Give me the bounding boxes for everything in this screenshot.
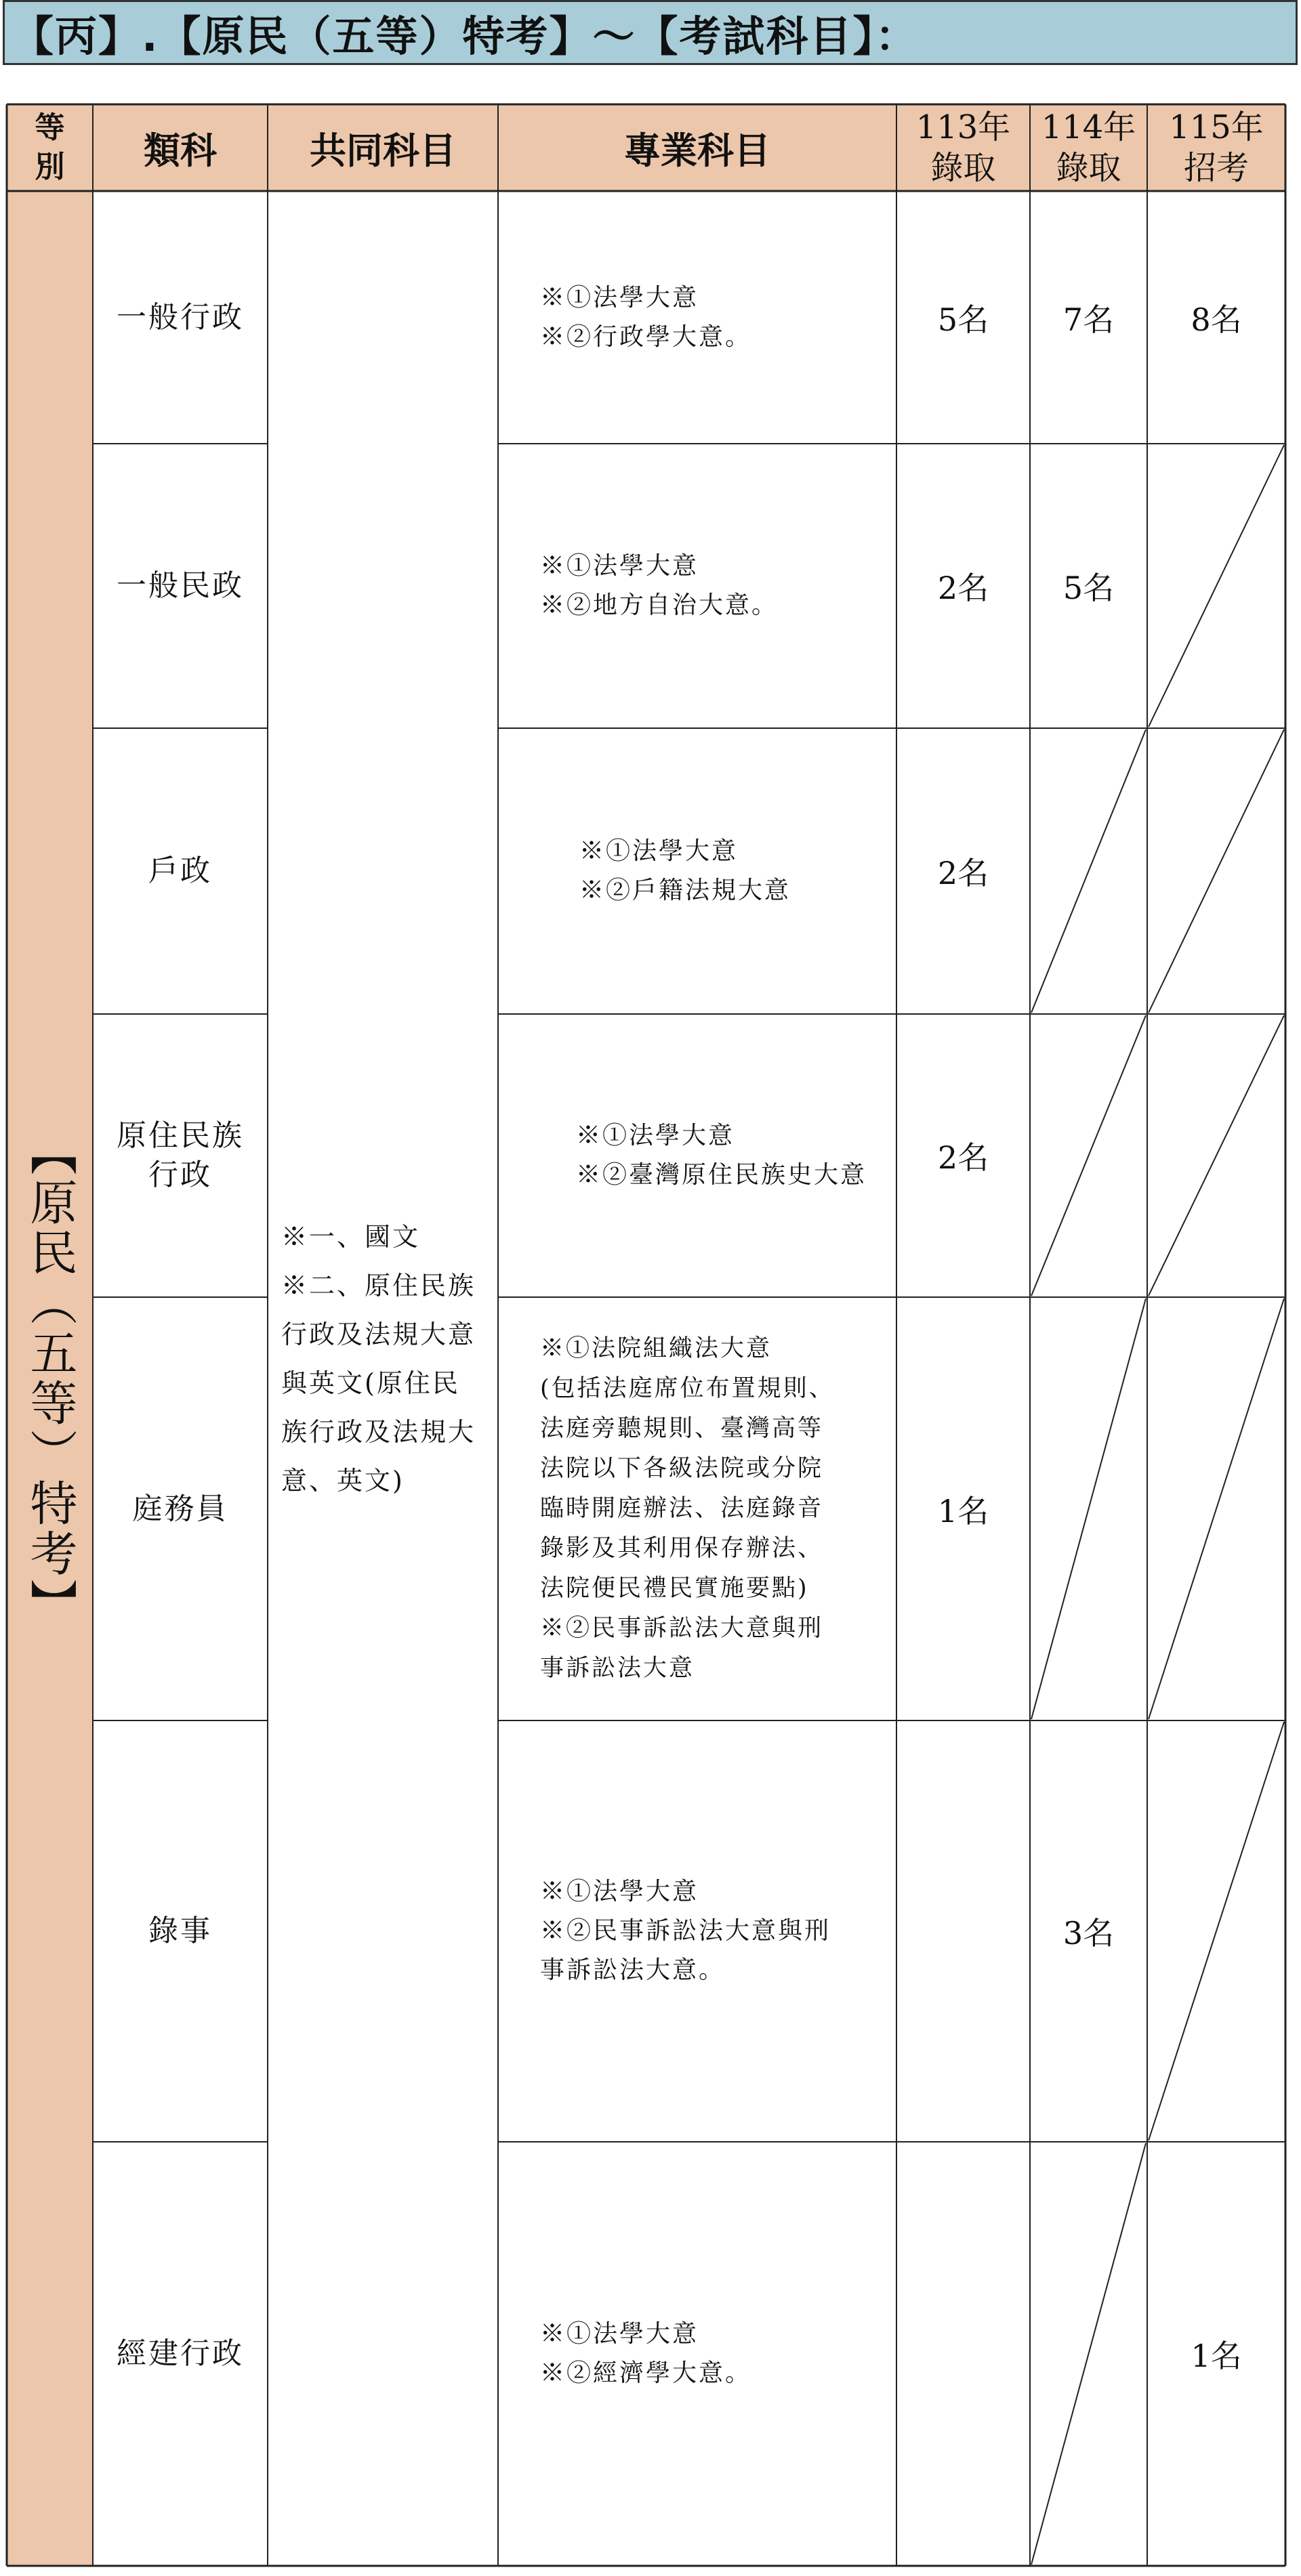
subject-line: ※②戶籍法規大意 [579,877,791,904]
subject-line: ※②臺灣原住民族史大意 [576,1161,867,1189]
level-side-text: 【原民（五等）特考】 [22,1128,78,1629]
quota-y115-cell: 1名 [1191,2338,1242,2374]
header-level-line2: 別 [35,150,65,184]
subject-line: ※②地方自治大意。 [540,591,779,619]
category-label: 原住民族 [117,1118,244,1153]
common-subject-line: ※一、國文 [281,1222,421,1252]
subject-line: 事訴訟法大意。 [540,1956,726,1984]
header-professional-subjects: 專業科目 [498,104,896,191]
subject-line: ※①法學大意 [540,1878,699,1905]
subject-line: 法院以下各級法院或分院 [540,1455,824,1482]
quota-y113-cell: 1名 [937,1492,989,1529]
subject-line: 法院便民禮民實施要點) [540,1575,809,1602]
header-level-line1: 等 [35,110,65,145]
category-label: 經建行政 [117,2336,244,2371]
subject-line: (包括法庭席位布置規則、 [540,1375,835,1402]
common-subject-line: 與英文(原住民 [281,1368,460,1398]
quota-y114-cell: 5名 [1062,570,1115,606]
empty-cell-diagonal [1149,445,1284,727]
quota-y113-cell: 5名 [937,301,989,338]
subject-line: ※①法學大意 [540,283,699,312]
empty-cell-diagonal [1149,1298,1284,1719]
subject-line: 法庭旁聽規則、臺灣高等 [540,1415,824,1442]
subject-line: ※①法學大意 [540,552,699,580]
empty-cell-diagonal [1149,730,1284,1013]
category-label: 庭務員 [132,1491,228,1526]
empty-cell-diagonal [1031,2143,1146,2564]
category-label: 錄事 [148,1914,212,1948]
common-subject-line: 族行政及法規大 [281,1417,476,1447]
subject-line: ※②民事訴訟法大意與刑 [540,1615,824,1642]
header-114-line2: 錄取 [1056,149,1121,187]
category-label: 一般民政 [117,568,244,603]
empty-cell-diagonal [1031,1015,1146,1296]
empty-cell-diagonal [1149,1015,1284,1296]
common-subject-line: 意、英文) [281,1466,405,1496]
subject-line: 臨時開庭辦法、法庭錄音 [540,1495,824,1522]
header-113-line2: 錄取 [930,149,996,187]
header-113-line1: 113年 [915,108,1011,146]
empty-cell-diagonal [1149,1722,1284,2140]
empty-cell-diagonal [1031,1298,1146,1719]
header-114-line1: 114年 [1041,108,1136,146]
common-subject-line: 行政及法規大意 [281,1319,476,1349]
quota-y113-cell: 2名 [937,1139,989,1176]
quota-y113-cell: 2名 [937,855,989,891]
quota-y115-cell: 8名 [1191,301,1242,338]
category-label: 一般行政 [117,299,244,335]
subject-line: ※①法院組織法大意 [540,1335,772,1362]
subject-line: ※①法學大意 [579,837,739,865]
header-common-subjects: 共同科目 [268,104,498,191]
subject-line: ※①法學大意 [540,2320,699,2348]
header-category: 類科 [93,104,268,191]
category-label: 戶政 [148,853,212,888]
subject-line: ※①法學大意 [576,1122,735,1149]
quota-y114-cell: 7名 [1062,301,1115,338]
empty-cell-diagonal [1031,730,1146,1013]
quota-y114-cell: 3名 [1062,1915,1115,1951]
page-title: 【丙】.【原民（五等）特考】～【考試科目】： [12,11,919,61]
header-115-line1: 115年 [1169,108,1264,146]
quota-y113-cell: 2名 [937,570,989,606]
category-label: 行政 [148,1158,212,1192]
subject-line: ※②行政學大意。 [540,322,752,351]
header-115-line2: 招考 [1183,149,1249,187]
subject-line: 事訴訟法大意 [540,1655,695,1682]
common-subject-line: ※二、原住民族 [281,1271,476,1301]
subject-line: ※②民事訴訟法大意與刑 [540,1917,831,1945]
subject-line: 錄影及其利用保存辦法、 [540,1535,824,1562]
subject-line: ※②經濟學大意。 [540,2359,752,2387]
